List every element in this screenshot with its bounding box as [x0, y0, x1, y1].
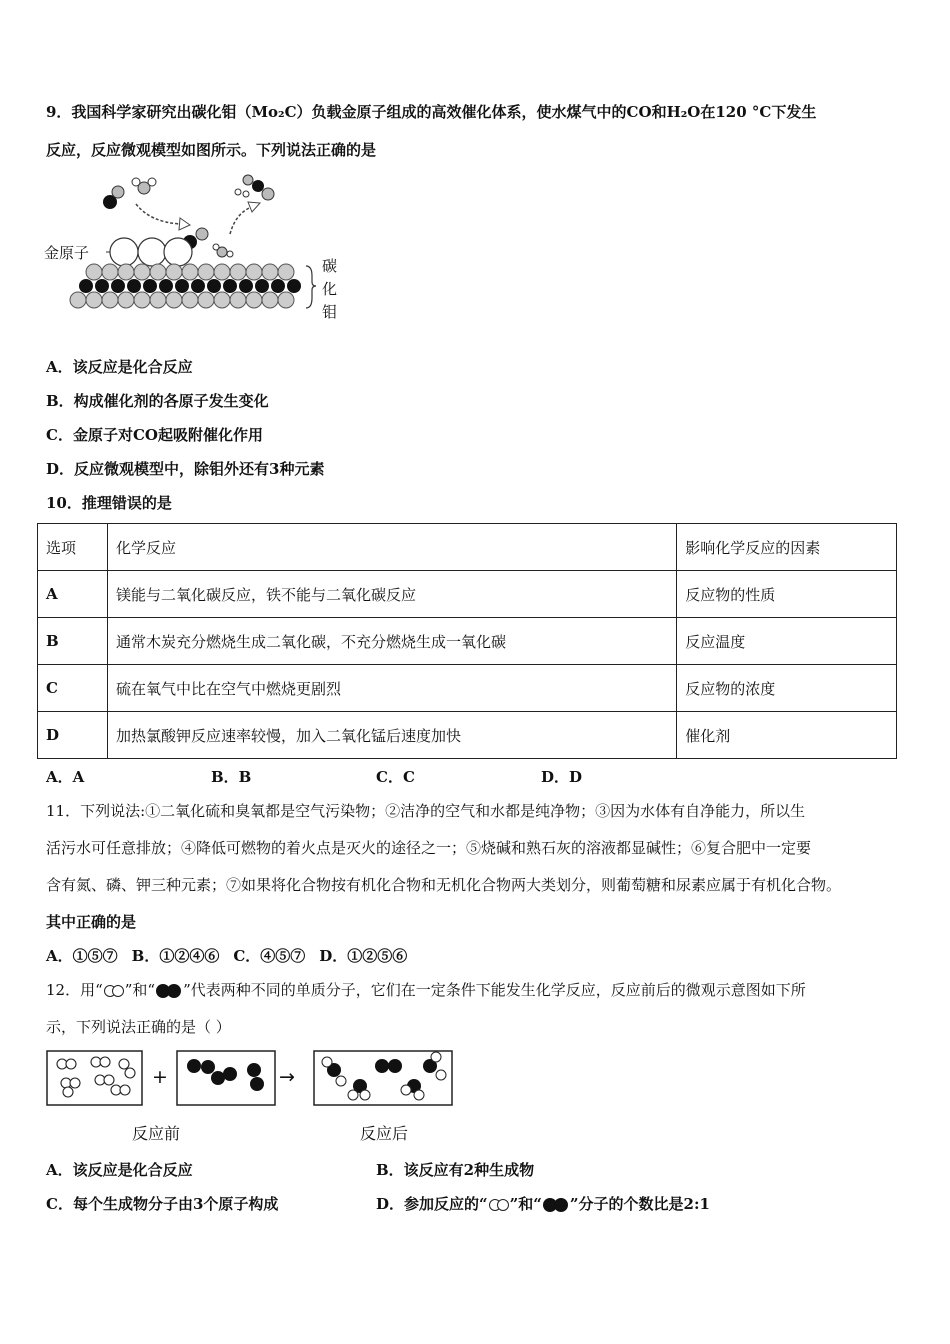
q12-option-c: C．每个生成物分子由3个原子构成: [46, 1195, 279, 1213]
carbide-label-3: 钼: [322, 303, 338, 321]
q11-option-b: B．①②④⑥: [131, 947, 220, 965]
reaction-arrow-icon: →: [279, 1066, 295, 1088]
carbide-top-row: [86, 264, 294, 280]
black-molecule-icon: [542, 1197, 570, 1213]
arrow-out-icon: [230, 206, 254, 234]
gold-atoms: [110, 238, 192, 266]
q10-option-a: A．A: [46, 768, 85, 786]
carbide-carbon-row: [79, 279, 301, 293]
carbide-bottom-row: [70, 292, 294, 308]
h2o-molecule-incoming: [132, 178, 156, 194]
q11-line1: 11．下列说法:①二氧化硫和臭氧都是空气污染物；②洁净的空气和水都是纯净物；③因为水体有自净能力，所以生: [46, 802, 806, 820]
table-cell: 通常木炭充分燃烧生成二氧化碳，不充分燃烧生成一氧化碳: [107, 618, 676, 665]
black-molecule-icon: [155, 983, 183, 999]
table-cell: A: [38, 571, 108, 618]
co-molecule-incoming: [103, 186, 124, 209]
after-reaction-label: 反应后: [360, 1124, 409, 1143]
arrow-in-head-icon: [179, 218, 190, 230]
q11-line2: 活污水可任意排放；④降低可燃物的着火点是灭火的途径之一；⑤烧碱和熟石灰的溶液都显碱性；⑥复合肥中一定要: [46, 839, 812, 857]
q9-option-a: A．该反应是化合反应: [46, 358, 193, 376]
q12-line2: 示，下列说法正确的是（ ）: [46, 1018, 231, 1036]
h-atom-outgoing: [235, 189, 241, 195]
table-cell: 镁能与二氧化碳反应，铁不能与二氧化碳反应: [107, 571, 676, 618]
table-cell: D: [38, 712, 108, 759]
table-row: [38, 618, 897, 665]
arrow-out-head-icon: [248, 202, 260, 212]
table-header-cell: 影响化学反应的因素: [677, 524, 897, 571]
table-cell: 硫在氧气中比在空气中燃烧更剧烈: [107, 665, 676, 712]
table-header-cell: 选项: [38, 524, 108, 571]
white-molecule-icon: [103, 984, 125, 998]
q11-options: [46, 946, 407, 966]
h-atom-outgoing: [243, 191, 249, 197]
q10-options: [46, 767, 582, 787]
table-cell: 反应温度: [677, 618, 897, 665]
q10-option-c: C．C: [376, 768, 415, 786]
before-reaction-label: 反应前: [132, 1124, 181, 1143]
table-cell: 加热氯酸钾反应速率较慢，加入二氧化锰后速度加快: [107, 712, 676, 759]
q12-line1-part-a: 12．用“: [46, 981, 103, 999]
q9-stem-line2: 反应，反应微观模型如图所示。下列说法正确的是: [46, 141, 377, 159]
q10-stem: 10．推理错误的是: [46, 494, 172, 512]
q9-option-b: B．构成催化剂的各原子发生变化: [46, 392, 269, 410]
q12-option-d-part-b: ”和“: [509, 1195, 542, 1213]
table-cell: B: [38, 618, 108, 665]
white-molecule-icon: [488, 1198, 510, 1212]
carbide-brace: [306, 266, 316, 308]
table-cell: C: [38, 665, 108, 712]
q11-option-a: A．①⑤⑦: [46, 947, 118, 965]
q11-line4: 其中正确的是: [46, 913, 137, 931]
carbide-label-2: 化: [322, 280, 338, 298]
table-cell: 反应物的浓度: [677, 665, 897, 712]
q12-line1-part-b: ”和“: [124, 981, 156, 999]
plus-sign: +: [152, 1066, 168, 1088]
q11-option-d: D．①②⑤⑥: [319, 947, 408, 965]
q9-option-d: D．反应微观模型中，除钼外还有3种元素: [46, 460, 325, 478]
table-cell: 催化剂: [677, 712, 897, 759]
table-header-cell: 化学反应: [107, 524, 676, 571]
q9-option-c: C．金原子对CO起吸附催化作用: [46, 426, 263, 444]
q12-option-a: A．该反应是化合反应: [46, 1161, 193, 1179]
q12-option-d-part-a: D．参加反应的“: [376, 1195, 488, 1213]
q11-line3: 含有氮、磷、钾三种元素；⑦如果将化合物按有机化合物和无机化合物两大类划分，则葡萄糖和尿素应属于有机化合物。: [46, 876, 842, 894]
table-cell: 反应物的性质: [677, 571, 897, 618]
table-row: [38, 665, 897, 712]
q11-option-c: C．④⑤⑦: [233, 947, 306, 965]
gold-atom-label: 金原子: [44, 244, 90, 262]
carbide-label-1: 碳: [322, 257, 338, 275]
q10-option-b: B．B: [211, 768, 252, 786]
adsorbed-h2o: [213, 244, 233, 257]
table-row: [38, 712, 897, 759]
q12-reaction-figure: [44, 1048, 456, 1114]
q12-line1: [46, 980, 806, 1000]
q10-option-d: D．D: [541, 768, 583, 786]
q12-option-b: B．该反应有2种生成物: [376, 1161, 535, 1179]
q12-line1-part-c: ”代表两种不同的单质分子，它们在一定条件下能发生化学反应，反应前后的微观示意图如下所: [183, 981, 806, 999]
q12-option-d-part-c: ”分子的个数比是2:1: [569, 1195, 710, 1213]
table-header-row: [38, 524, 897, 571]
q9-stem-line1: 9．我国科学家研究出碳化钼（Mo₂C）负载金原子组成的高效催化体系，使水煤气中的CO和H₂O在120 °C下发生: [46, 103, 817, 121]
q10-table: [37, 523, 897, 759]
q12-option-d: [376, 1194, 710, 1214]
table-row: [38, 571, 897, 618]
arrow-in-icon: [136, 204, 180, 224]
